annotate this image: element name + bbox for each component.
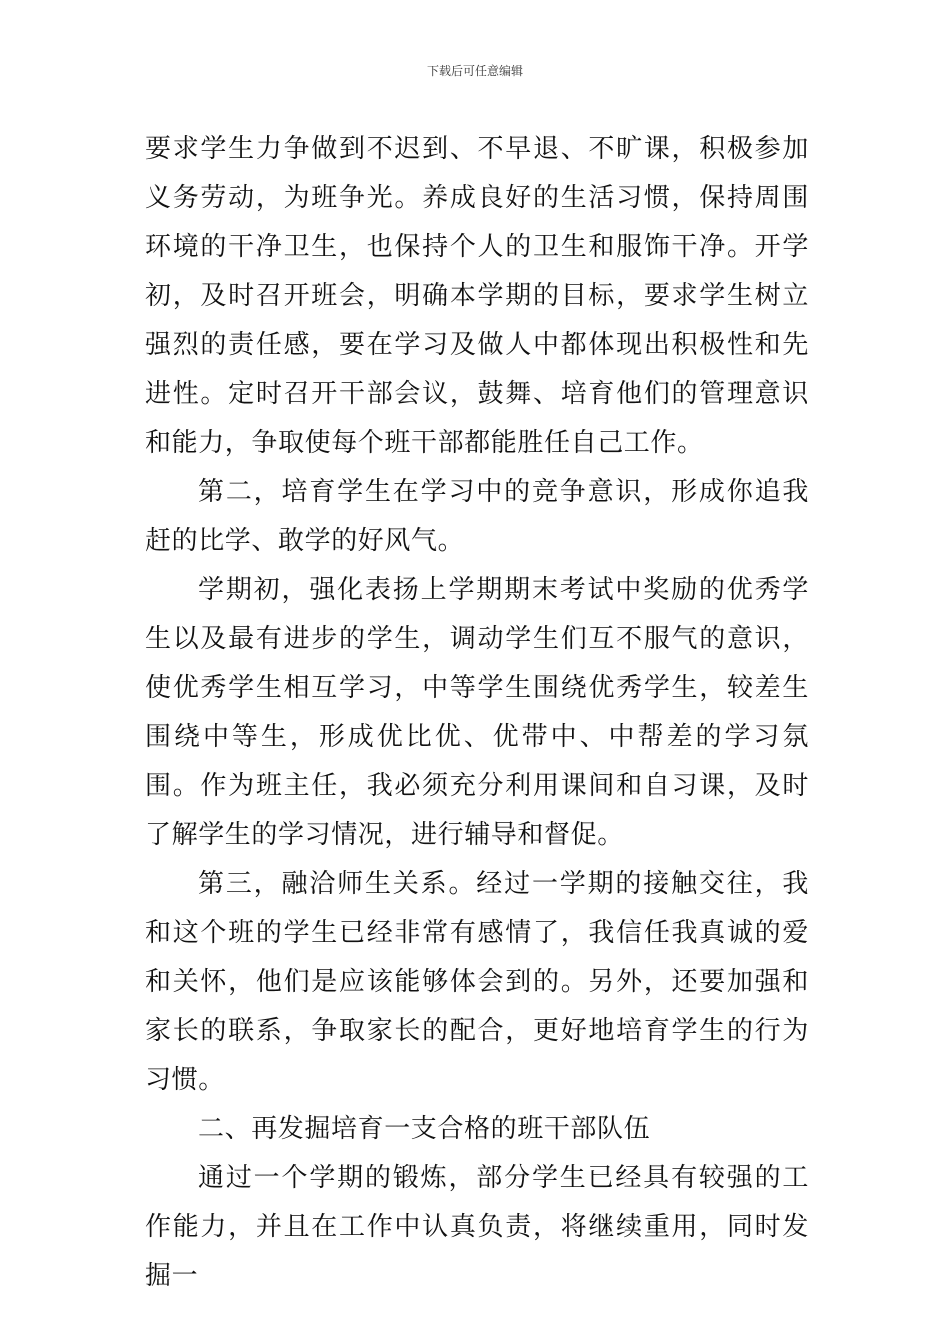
paragraph-second-point: 第二，培育学生在学习中的竞争意识，形成你追我赶的比学、敢学的好风气。 bbox=[145, 477, 809, 556]
paragraph-training: 通过一个学期的锻炼，部分学生已经具有较强的工作能力，并且在工作中认真负责，将继续重用，同时发掘一 bbox=[145, 1163, 809, 1291]
section-heading-class-cadres: 二、再发掘培育一支合格的班干部队伍 bbox=[198, 1114, 651, 1144]
page-header-note: 下载后可任意编辑 bbox=[426, 64, 523, 78]
paragraph-semester-start: 学期初，强化表扬上学期期末考试中奖励的优秀学生以及最有进步的学生，调动学生们互不服气的意识，使优秀学生相互学习，中等学生围绕优秀学生，较差生围绕中等生，形成优比优、优带中、中帮差的学习氛围。作为班主任，我必须充分利用课间和自习课，及时了解学生的学习情况，进行辅导和督促。 bbox=[145, 575, 809, 850]
document-body bbox=[145, 125, 809, 1301]
paragraph-continuation: 要求学生力争做到不迟到、不早退、不旷课，积极参加义务劳动，为班争光。养成良好的生活习惯，保持周围环境的干净卫生，也保持个人的卫生和服饰干净。开学初，及时召开班会，明确本学期的目标，要求学生树立强烈的责任感，要在学习及做人中都体现出积极性和先进性。定时召开干部会议，鼓舞、培育他们的管理意识和能力，争取使每个班干部都能胜任自己工作。 bbox=[145, 134, 809, 458]
paragraph-third-point: 第三，融洽师生关系。经过一学期的接触交往，我和这个班的学生已经非常有感情了，我信任我真诚的爱和关怀，他们是应该能够体会到的。另外，还要加强和家长的联系，争取家长的配合，更好地培育学生的行为习惯。 bbox=[145, 869, 809, 1095]
